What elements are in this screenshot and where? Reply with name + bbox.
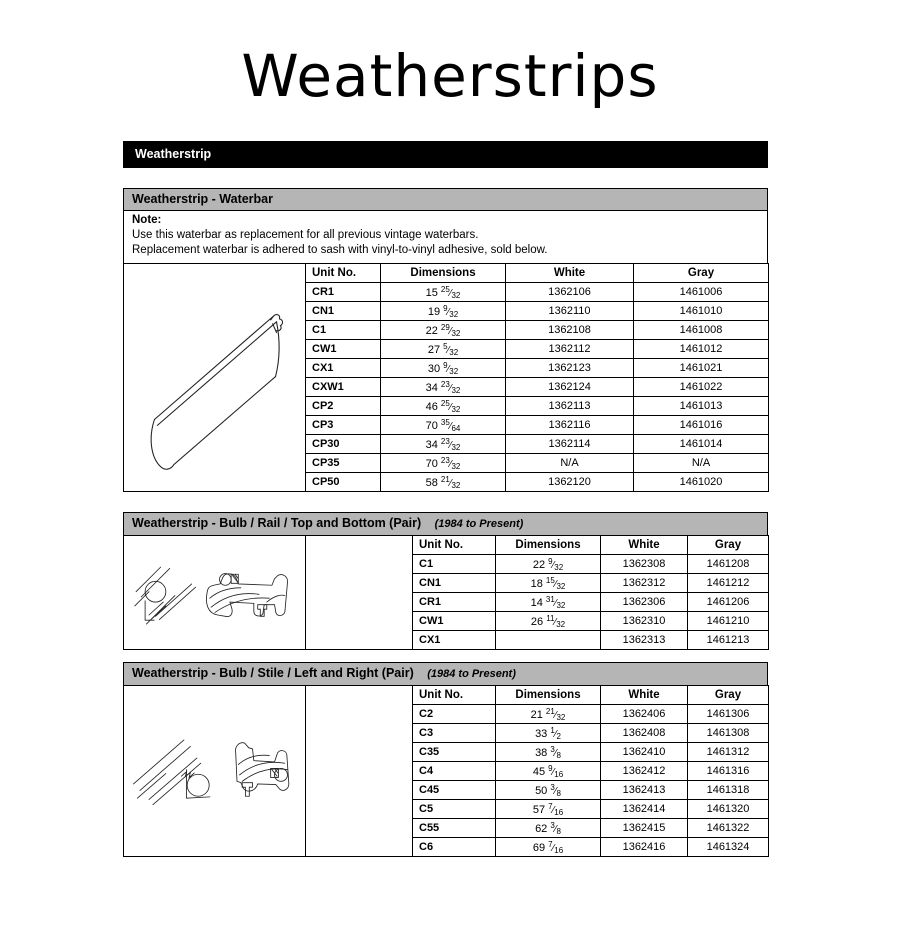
col-header-white: White xyxy=(601,536,688,555)
dimensions-cell: 50 $^3⁄_8$ xyxy=(496,781,601,800)
dimensions-cell: 22 $^9⁄_{32}$ xyxy=(496,555,601,574)
unit-no-cell: CW1 xyxy=(306,340,381,359)
gray-part-cell: 1461022 xyxy=(634,378,769,397)
gray-part-cell: 1461016 xyxy=(634,416,769,435)
col-header-dimensions: Dimensions xyxy=(381,264,506,283)
white-part-cell: 1362112 xyxy=(506,340,634,359)
waterbar-note xyxy=(123,211,768,264)
white-part-cell: 1362313 xyxy=(601,631,688,650)
white-part-cell: 1362108 xyxy=(506,321,634,340)
col-header-dimensions: Dimensions xyxy=(496,536,601,555)
col-header-unit: Unit No. xyxy=(306,264,381,283)
category-bar xyxy=(123,141,768,168)
unit-no-cell: CN1 xyxy=(413,574,496,593)
unit-no-cell: C45 xyxy=(413,781,496,800)
note-line: Use this waterbar as replacement for all previous vintage waterbars. xyxy=(132,229,479,241)
gray-part-cell: 1461006 xyxy=(634,283,769,302)
white-part-cell: N/A xyxy=(506,454,634,473)
gray-part-cell: 1461324 xyxy=(688,838,769,857)
white-part-cell: 1362113 xyxy=(506,397,634,416)
dimensions-cell xyxy=(496,631,601,650)
gray-part-cell: 1461322 xyxy=(688,819,769,838)
col-header-white: White xyxy=(601,686,688,705)
gray-part-cell: 1461320 xyxy=(688,800,769,819)
white-part-cell: 1362106 xyxy=(506,283,634,302)
gray-part-cell: 1461208 xyxy=(688,555,769,574)
col-header-white: White xyxy=(506,264,634,283)
col-header-gray: Gray xyxy=(688,536,769,555)
white-part-cell: 1362124 xyxy=(506,378,634,397)
gray-part-cell: 1461210 xyxy=(688,612,769,631)
gray-part-cell: 1461008 xyxy=(634,321,769,340)
gray-part-cell: 1461013 xyxy=(634,397,769,416)
section-header-bulb-rail xyxy=(123,512,768,536)
white-part-cell: 1362306 xyxy=(601,593,688,612)
dimensions-cell: 58 $^{21}⁄_{32}$ xyxy=(381,473,506,492)
unit-no-cell: C35 xyxy=(413,743,496,762)
section-title: Weatherstrip - Waterbar xyxy=(132,192,274,206)
dimensions-cell: 70 $^{23}⁄_{32}$ xyxy=(381,454,506,473)
white-part-cell: 1362412 xyxy=(601,762,688,781)
dimensions-cell: 38 $^3⁄_8$ xyxy=(496,743,601,762)
dimensions-cell: 15 $^{25}⁄_{32}$ xyxy=(381,283,506,302)
dimensions-cell: 34 $^{23}⁄_{32}$ xyxy=(381,435,506,454)
section-era-note: (1984 to Present) xyxy=(427,668,516,680)
dimensions-cell: 33 $^1⁄_2$ xyxy=(496,724,601,743)
unit-no-cell: CP35 xyxy=(306,454,381,473)
white-part-cell: 1362116 xyxy=(506,416,634,435)
section-header-waterbar xyxy=(123,188,768,211)
unit-no-cell: C3 xyxy=(413,724,496,743)
bulb-rail-table xyxy=(123,535,769,650)
col-header-gray: Gray xyxy=(688,686,769,705)
gray-part-cell: 1461308 xyxy=(688,724,769,743)
table-header-row xyxy=(124,686,769,705)
section-title: Weatherstrip - Bulb / Stile / Left and Right (Pair) xyxy=(132,666,414,680)
gray-part-cell: 1461020 xyxy=(634,473,769,492)
white-part-cell: 1362308 xyxy=(601,555,688,574)
white-part-cell: 1362406 xyxy=(601,705,688,724)
white-part-cell: 1362410 xyxy=(601,743,688,762)
white-part-cell: 1362114 xyxy=(506,435,634,454)
dimensions-cell: 18 $^{15}⁄_{32}$ xyxy=(496,574,601,593)
bulb-rail-icon xyxy=(127,540,303,646)
section-bulb-rail xyxy=(123,512,768,650)
gray-part-cell: 1461312 xyxy=(688,743,769,762)
dimensions-cell: 69 $^7⁄_{16}$ xyxy=(496,838,601,857)
waterbar-icon xyxy=(129,273,301,483)
white-part-cell: 1362416 xyxy=(601,838,688,857)
section-header-bulb-stile xyxy=(123,662,768,686)
category-bar-label: Weatherstrip xyxy=(135,147,212,161)
gray-part-cell: 1461021 xyxy=(634,359,769,378)
col-header-gray: Gray xyxy=(634,264,769,283)
note-title: Note: xyxy=(132,214,162,226)
unit-no-cell: CP3 xyxy=(306,416,381,435)
dimensions-cell: 34 $^{23}⁄_{32}$ xyxy=(381,378,506,397)
gray-part-cell: 1461012 xyxy=(634,340,769,359)
gray-part-cell: 1461010 xyxy=(634,302,769,321)
dimensions-cell: 62 $^3⁄_8$ xyxy=(496,819,601,838)
col-header-unit: Unit No. xyxy=(413,686,496,705)
gray-part-cell: 1461206 xyxy=(688,593,769,612)
empty-cell xyxy=(306,536,413,650)
bulb-rail-profile-diagram xyxy=(124,536,306,650)
dimensions-cell: 26 $^{11}⁄_{32}$ xyxy=(496,612,601,631)
dimensions-cell: 14 $^{31}⁄_{32}$ xyxy=(496,593,601,612)
unit-no-cell: C4 xyxy=(413,762,496,781)
col-header-unit: Unit No. xyxy=(413,536,496,555)
unit-no-cell: CXW1 xyxy=(306,378,381,397)
dimensions-cell: 22 $^{29}⁄_{32}$ xyxy=(381,321,506,340)
white-part-cell: 1362413 xyxy=(601,781,688,800)
table-header-row xyxy=(124,536,769,555)
white-part-cell: 1362120 xyxy=(506,473,634,492)
unit-no-cell: CX1 xyxy=(413,631,496,650)
unit-no-cell: CP30 xyxy=(306,435,381,454)
section-era-note: (1984 to Present) xyxy=(434,518,524,530)
unit-no-cell: CR1 xyxy=(306,283,381,302)
gray-part-cell: 1461014 xyxy=(634,435,769,454)
dimensions-cell: 19 $^9⁄_{32}$ xyxy=(381,302,506,321)
dimensions-cell: 46 $^{25}⁄_{32}$ xyxy=(381,397,506,416)
document-body xyxy=(123,141,768,857)
section-bulb-stile xyxy=(123,662,768,857)
unit-no-cell: CN1 xyxy=(306,302,381,321)
unit-no-cell: C55 xyxy=(413,819,496,838)
empty-cell xyxy=(306,686,413,857)
white-part-cell: 1362312 xyxy=(601,574,688,593)
gray-part-cell: 1461318 xyxy=(688,781,769,800)
note-line: Replacement waterbar is adhered to sash with vinyl-to-vinyl adhesive, sold below. xyxy=(132,244,548,256)
gray-part-cell: 1461213 xyxy=(688,631,769,650)
table-header-row xyxy=(124,264,769,283)
unit-no-cell: C1 xyxy=(306,321,381,340)
unit-no-cell: C1 xyxy=(413,555,496,574)
col-header-dimensions: Dimensions xyxy=(496,686,601,705)
page-title: Weatherstrips xyxy=(241,42,659,110)
dimensions-cell: 45 $^9⁄_{16}$ xyxy=(496,762,601,781)
dimensions-cell: 21 $^{21}⁄_{32}$ xyxy=(496,705,601,724)
bulb-stile-table xyxy=(123,685,769,857)
gray-part-cell: 1461306 xyxy=(688,705,769,724)
unit-no-cell: CP2 xyxy=(306,397,381,416)
waterbar-profile-diagram xyxy=(124,264,306,492)
unit-no-cell: C2 xyxy=(413,705,496,724)
white-part-cell: 1362414 xyxy=(601,800,688,819)
unit-no-cell: CP50 xyxy=(306,473,381,492)
dimensions-cell: 30 $^9⁄_{32}$ xyxy=(381,359,506,378)
dimensions-cell: 27 $^5⁄_{32}$ xyxy=(381,340,506,359)
gray-part-cell: 1461212 xyxy=(688,574,769,593)
gray-part-cell: 1461316 xyxy=(688,762,769,781)
white-part-cell: 1362110 xyxy=(506,302,634,321)
dimensions-cell: 57 $^7⁄_{16}$ xyxy=(496,800,601,819)
gray-part-cell: N/A xyxy=(634,454,769,473)
unit-no-cell: C6 xyxy=(413,838,496,857)
unit-no-cell: CX1 xyxy=(306,359,381,378)
dimensions-cell: 70 $^{35}⁄_{64}$ xyxy=(381,416,506,435)
bulb-stile-profile-diagram xyxy=(124,686,306,857)
white-part-cell: 1362415 xyxy=(601,819,688,838)
section-waterbar xyxy=(123,188,768,492)
white-part-cell: 1362408 xyxy=(601,724,688,743)
waterbar-table xyxy=(123,263,769,492)
unit-no-cell: CR1 xyxy=(413,593,496,612)
bulb-stile-icon xyxy=(127,696,303,846)
white-part-cell: 1362310 xyxy=(601,612,688,631)
white-part-cell: 1362123 xyxy=(506,359,634,378)
section-title: Weatherstrip - Bulb / Rail / Top and Bottom (Pair) xyxy=(132,516,422,530)
unit-no-cell: CW1 xyxy=(413,612,496,631)
unit-no-cell: C5 xyxy=(413,800,496,819)
